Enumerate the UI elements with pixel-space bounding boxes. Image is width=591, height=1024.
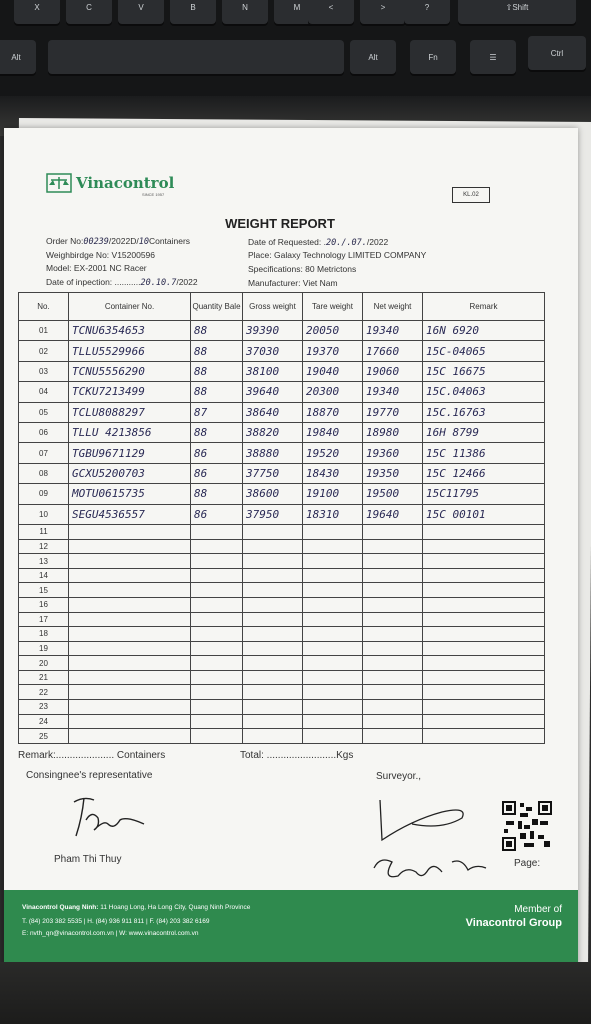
- cell-tare-weight: 20050: [303, 321, 363, 341]
- consignee-label: Consingnee's representative: [26, 770, 153, 781]
- key-n: [222, 0, 268, 24]
- requested-label: Date of Requested: .: [248, 237, 326, 247]
- specifications: Specifications: 80 Metrictons: [248, 264, 357, 274]
- logo-wordmark: Vinacontrol: [76, 174, 175, 192]
- table-row: [19, 382, 545, 402]
- cell-gross-weight: [243, 656, 303, 671]
- cell-row-no: 11: [19, 525, 69, 540]
- cell-remark: [423, 627, 545, 642]
- cell-container-no: [69, 568, 191, 583]
- cell-tare-weight: [303, 627, 363, 642]
- cell-container-no: TCNU5556290: [69, 361, 191, 381]
- key-x: [14, 0, 60, 24]
- key-label: Ctrl: [550, 48, 564, 58]
- cell-tare-weight: [303, 539, 363, 554]
- cell-tare-weight: 19520: [303, 443, 363, 463]
- cell-tare-weight: [303, 700, 363, 715]
- cell-remark: [423, 700, 545, 715]
- manufacturer: Manufacturer: Viet Nam: [248, 278, 338, 288]
- cell-row-no: 03: [19, 361, 69, 381]
- company-email-web: E: nvth_qn@vinacontrol.com.vn | W: www.vinacontrol.com.vn: [22, 930, 199, 937]
- cell-container-no: [69, 525, 191, 540]
- company-phones: T. (84) 203 382 5535 | H. (84) 936 911 811 | F. (84) 203 382 6169: [22, 918, 210, 925]
- inspection-label: Date of inpection: ...........: [46, 277, 141, 287]
- cell-remark: [423, 729, 545, 744]
- table-row: [19, 568, 545, 583]
- order-no-label: Order No:: [46, 236, 84, 246]
- requested-date: [248, 237, 388, 248]
- cell-net-weight: [363, 714, 423, 729]
- cell-net-weight: [363, 568, 423, 583]
- cell-quantity-bale: 88: [191, 341, 243, 361]
- cell-quantity-bale: [191, 583, 243, 598]
- qr-code: [502, 800, 552, 852]
- cell-tare-weight: [303, 714, 363, 729]
- table-row: [19, 361, 545, 381]
- cell-gross-weight: [243, 583, 303, 598]
- cell-net-weight: [363, 525, 423, 540]
- cell-remark: 15C.16763: [423, 402, 545, 422]
- requested-year: /2022: [366, 237, 389, 247]
- key-label: Alt: [11, 52, 21, 62]
- cell-gross-weight: 37750: [243, 463, 303, 483]
- cell-container-no: [69, 641, 191, 656]
- order-no-value: 00239: [83, 237, 109, 247]
- cell-quantity-bale: 88: [191, 484, 243, 504]
- cell-row-no: 04: [19, 382, 69, 402]
- cell-row-no: 19: [19, 641, 69, 656]
- cell-net-weight: [363, 700, 423, 715]
- key-label: ?: [424, 2, 430, 12]
- key-alt-right: [350, 40, 396, 74]
- table-row: [19, 463, 545, 483]
- cell-row-no: 05: [19, 402, 69, 422]
- inspection-value: 20.10.7: [140, 278, 177, 288]
- cell-remark: 15C 16675: [423, 361, 545, 381]
- cell-net-weight: 19340: [363, 382, 423, 402]
- cell-row-no: 25: [19, 729, 69, 744]
- key-shift: [458, 0, 576, 24]
- cell-tare-weight: 19840: [303, 423, 363, 443]
- cell-row-no: 23: [19, 700, 69, 715]
- surveyor-signature: [372, 800, 492, 890]
- table-row: [19, 539, 545, 554]
- key-label: V: [138, 2, 144, 12]
- key-alt-left: [0, 40, 36, 74]
- table-row: [19, 670, 545, 685]
- cell-row-no: 24: [19, 714, 69, 729]
- place: Place: Galaxy Technology LIMITED COMPANY: [248, 250, 427, 260]
- cell-container-no: TCNU6354653: [69, 321, 191, 341]
- cell-row-no: 10: [19, 504, 69, 524]
- cell-remark: [423, 539, 545, 554]
- cell-gross-weight: [243, 641, 303, 656]
- page-label: Page:: [514, 858, 541, 869]
- total-line: Total: .........................Kgs: [240, 750, 354, 761]
- col-header-net: Net weight: [363, 293, 423, 321]
- table-row: [19, 583, 545, 598]
- cell-remark: 15C 12466: [423, 463, 545, 483]
- cell-quantity-bale: 88: [191, 321, 243, 341]
- logo-since: SINCE 1957: [142, 192, 165, 197]
- cell-tare-weight: [303, 612, 363, 627]
- cell-tare-weight: 19040: [303, 361, 363, 381]
- table-row: [19, 685, 545, 700]
- cell-remark: [423, 583, 545, 598]
- table-row: [19, 612, 545, 627]
- cell-quantity-bale: [191, 554, 243, 569]
- cell-gross-weight: 38600: [243, 484, 303, 504]
- cell-remark: 15C11795: [423, 484, 545, 504]
- vinacontrol-logo: [46, 172, 174, 194]
- cell-quantity-bale: 87: [191, 402, 243, 422]
- col-header-quantity: Quantity Bale: [191, 293, 243, 321]
- cell-gross-weight: [243, 612, 303, 627]
- cell-net-weight: [363, 583, 423, 598]
- cell-remark: [423, 568, 545, 583]
- cell-gross-weight: 37030: [243, 341, 303, 361]
- key-ctrl: [528, 36, 586, 70]
- key-slash: [404, 0, 450, 24]
- cell-net-weight: 19340: [363, 321, 423, 341]
- key-label: Fn: [428, 52, 438, 62]
- cell-net-weight: [363, 656, 423, 671]
- table-row: [19, 714, 545, 729]
- cell-gross-weight: 39390: [243, 321, 303, 341]
- table-row: [19, 443, 545, 463]
- cell-tare-weight: [303, 525, 363, 540]
- cell-quantity-bale: [191, 714, 243, 729]
- cell-quantity-bale: 86: [191, 463, 243, 483]
- cell-quantity-bale: [191, 729, 243, 744]
- consignee-signature: [64, 790, 154, 845]
- col-header-no: No.: [19, 293, 69, 321]
- col-header-gross: Gross weight: [243, 293, 303, 321]
- weighbridge-no: Weighbirdge No: V15200596: [46, 250, 156, 260]
- key-label: C: [86, 2, 92, 12]
- cell-remark: [423, 612, 545, 627]
- col-header-remark: Remark: [423, 293, 545, 321]
- cell-row-no: 08: [19, 463, 69, 483]
- cell-row-no: 01: [19, 321, 69, 341]
- cell-container-no: [69, 729, 191, 744]
- cell-remark: [423, 714, 545, 729]
- cell-tare-weight: [303, 729, 363, 744]
- cell-quantity-bale: 86: [191, 504, 243, 524]
- cell-container-no: [69, 670, 191, 685]
- cell-tare-weight: 20300: [303, 382, 363, 402]
- cell-quantity-bale: [191, 539, 243, 554]
- cell-row-no: 18: [19, 627, 69, 642]
- inspection-date: [46, 277, 198, 288]
- cell-gross-weight: [243, 539, 303, 554]
- cell-gross-weight: 38640: [243, 402, 303, 422]
- cell-net-weight: 17660: [363, 341, 423, 361]
- cell-quantity-bale: 88: [191, 382, 243, 402]
- cell-quantity-bale: [191, 641, 243, 656]
- key-comma: [308, 0, 354, 24]
- cell-row-no: 22: [19, 685, 69, 700]
- key-label: N: [242, 2, 248, 12]
- cell-container-no: TLLU 4213856: [69, 423, 191, 443]
- cell-tare-weight: [303, 670, 363, 685]
- company-address-text: 11 Hoang Long, Ha Long City, Quang Ninh Province: [98, 904, 251, 911]
- cell-container-no: [69, 554, 191, 569]
- cell-row-no: 17: [19, 612, 69, 627]
- key-label: >: [380, 2, 386, 12]
- cell-gross-weight: [243, 554, 303, 569]
- requested-value: 20./.07.: [325, 238, 367, 248]
- inspection-year: /2022: [176, 277, 198, 287]
- cell-container-no: [69, 612, 191, 627]
- cell-row-no: 16: [19, 597, 69, 612]
- cell-container-no: MOTU0615735: [69, 484, 191, 504]
- key-fn: [410, 40, 456, 74]
- cell-quantity-bale: [191, 700, 243, 715]
- table-row: [19, 504, 545, 524]
- cell-quantity-bale: [191, 568, 243, 583]
- company-address: [22, 904, 250, 911]
- cell-remark: 15C-04065: [423, 341, 545, 361]
- cell-container-no: TLLU5529966: [69, 341, 191, 361]
- cell-gross-weight: [243, 525, 303, 540]
- cell-container-no: [69, 539, 191, 554]
- cell-remark: 16H 8799: [423, 423, 545, 443]
- cell-row-no: 09: [19, 484, 69, 504]
- cell-container-no: [69, 627, 191, 642]
- table-row: [19, 627, 545, 642]
- order-no-count: 10: [138, 237, 149, 247]
- cell-net-weight: [363, 670, 423, 685]
- cell-remark: 16N 6920: [423, 321, 545, 341]
- table-row: [19, 402, 545, 422]
- key-label: <: [328, 2, 334, 12]
- key-label: Alt: [368, 52, 378, 62]
- cell-remark: [423, 685, 545, 700]
- cell-quantity-bale: [191, 597, 243, 612]
- cell-row-no: 13: [19, 554, 69, 569]
- col-header-container: Container No.: [69, 293, 191, 321]
- cell-tare-weight: [303, 641, 363, 656]
- cell-quantity-bale: [191, 525, 243, 540]
- cell-tare-weight: 19370: [303, 341, 363, 361]
- cell-tare-weight: 18870: [303, 402, 363, 422]
- page-title: WEIGHT REPORT: [225, 216, 335, 231]
- cell-row-no: 14: [19, 568, 69, 583]
- table-row: [19, 484, 545, 504]
- cell-tare-weight: [303, 597, 363, 612]
- surveyor-label: Surveyor.,: [376, 771, 422, 782]
- cell-gross-weight: [243, 670, 303, 685]
- cell-quantity-bale: 86: [191, 443, 243, 463]
- cell-remark: [423, 656, 545, 671]
- cell-quantity-bale: [191, 612, 243, 627]
- table-row: [19, 321, 545, 341]
- cell-net-weight: [363, 729, 423, 744]
- member-of-label: Member of: [514, 904, 562, 915]
- cell-container-no: TCLU8088297: [69, 402, 191, 422]
- cell-gross-weight: [243, 568, 303, 583]
- cell-net-weight: 19360: [363, 443, 423, 463]
- cell-gross-weight: 38820: [243, 423, 303, 443]
- cell-tare-weight: [303, 583, 363, 598]
- cell-net-weight: [363, 597, 423, 612]
- cell-remark: 15C.04063: [423, 382, 545, 402]
- cell-quantity-bale: [191, 656, 243, 671]
- cell-net-weight: 19350: [363, 463, 423, 483]
- order-no-suffix: /2022D/: [108, 236, 139, 246]
- scale-icon: [46, 172, 72, 194]
- cell-tare-weight: 19100: [303, 484, 363, 504]
- cell-row-no: 06: [19, 423, 69, 443]
- table-row: [19, 525, 545, 540]
- col-header-tare: Tare weight: [303, 293, 363, 321]
- cell-net-weight: [363, 539, 423, 554]
- cell-container-no: [69, 714, 191, 729]
- cell-container-no: TGBU9671129: [69, 443, 191, 463]
- cell-net-weight: 19770: [363, 402, 423, 422]
- group-name: Vinacontrol Group: [465, 917, 562, 929]
- cell-row-no: 02: [19, 341, 69, 361]
- cell-remark: [423, 554, 545, 569]
- cell-quantity-bale: [191, 670, 243, 685]
- key-c: [66, 0, 112, 24]
- key-label: M: [293, 2, 301, 12]
- cell-container-no: [69, 656, 191, 671]
- cell-gross-weight: [243, 700, 303, 715]
- cell-container-no: [69, 583, 191, 598]
- cell-gross-weight: [243, 729, 303, 744]
- remark-line: Remark:..................... Containers: [18, 750, 166, 761]
- cell-quantity-bale: 88: [191, 361, 243, 381]
- key-label: B: [190, 2, 196, 12]
- cell-tare-weight: [303, 568, 363, 583]
- key-menu: [470, 40, 516, 74]
- key-v: [118, 0, 164, 24]
- cell-container-no: SEGU4536557: [69, 504, 191, 524]
- cell-net-weight: [363, 554, 423, 569]
- key-b: [170, 0, 216, 24]
- cell-net-weight: [363, 627, 423, 642]
- cell-tare-weight: [303, 656, 363, 671]
- table-row: [19, 597, 545, 612]
- cell-net-weight: 18980: [363, 423, 423, 443]
- cell-net-weight: [363, 641, 423, 656]
- cell-remark: [423, 641, 545, 656]
- cell-net-weight: 19640: [363, 504, 423, 524]
- table-row: [19, 700, 545, 715]
- table-row: [19, 341, 545, 361]
- cell-net-weight: 19500: [363, 484, 423, 504]
- cell-tare-weight: 18430: [303, 463, 363, 483]
- table-row: [19, 423, 545, 443]
- cell-remark: 15C 11386: [423, 443, 545, 463]
- cell-quantity-bale: [191, 685, 243, 700]
- cell-container-no: [69, 685, 191, 700]
- cell-gross-weight: 38100: [243, 361, 303, 381]
- cell-container-no: [69, 597, 191, 612]
- table-row: [19, 554, 545, 569]
- cell-gross-weight: 37950: [243, 504, 303, 524]
- cell-container-no: GCXU5200703: [69, 463, 191, 483]
- table-body: [19, 321, 545, 744]
- cell-quantity-bale: 88: [191, 423, 243, 443]
- cell-container-no: [69, 700, 191, 715]
- cell-remark: [423, 525, 545, 540]
- key-space: [48, 40, 344, 74]
- cell-row-no: 07: [19, 443, 69, 463]
- table-row: [19, 641, 545, 656]
- table-row: [19, 656, 545, 671]
- form-code: KL.02: [452, 187, 490, 203]
- cell-tare-weight: [303, 685, 363, 700]
- cell-tare-weight: 18310: [303, 504, 363, 524]
- model: Model: EX-2001 NC Racer: [46, 263, 147, 273]
- cell-tare-weight: [303, 554, 363, 569]
- cell-gross-weight: [243, 627, 303, 642]
- cell-gross-weight: 39640: [243, 382, 303, 402]
- cell-remark: 15C 00101: [423, 504, 545, 524]
- key-label: X: [34, 2, 40, 12]
- cell-row-no: 15: [19, 583, 69, 598]
- cell-net-weight: 19060: [363, 361, 423, 381]
- cell-row-no: 20: [19, 656, 69, 671]
- order-no: [46, 236, 190, 247]
- cell-container-no: TCKU7213499: [69, 382, 191, 402]
- cell-net-weight: [363, 685, 423, 700]
- table-row: [19, 729, 545, 744]
- desk-surface: [0, 962, 591, 1024]
- cell-gross-weight: [243, 714, 303, 729]
- cell-remark: [423, 670, 545, 685]
- cell-gross-weight: [243, 685, 303, 700]
- weight-table: [18, 292, 545, 744]
- cell-gross-weight: 38880: [243, 443, 303, 463]
- key-period: [360, 0, 406, 24]
- cell-remark: [423, 597, 545, 612]
- cell-net-weight: [363, 612, 423, 627]
- cell-quantity-bale: [191, 627, 243, 642]
- company-footer-bar: [4, 890, 578, 962]
- consignee-name: Pham Thi Thuy: [54, 854, 122, 865]
- company-branch-name: Vinacontrol Quang Ninh:: [22, 904, 99, 911]
- cell-row-no: 21: [19, 670, 69, 685]
- order-no-tail: Containers: [148, 236, 191, 246]
- key-label: ⇧Shift: [505, 2, 529, 12]
- key-label: ☰: [489, 52, 497, 62]
- cell-row-no: 12: [19, 539, 69, 554]
- cell-gross-weight: [243, 597, 303, 612]
